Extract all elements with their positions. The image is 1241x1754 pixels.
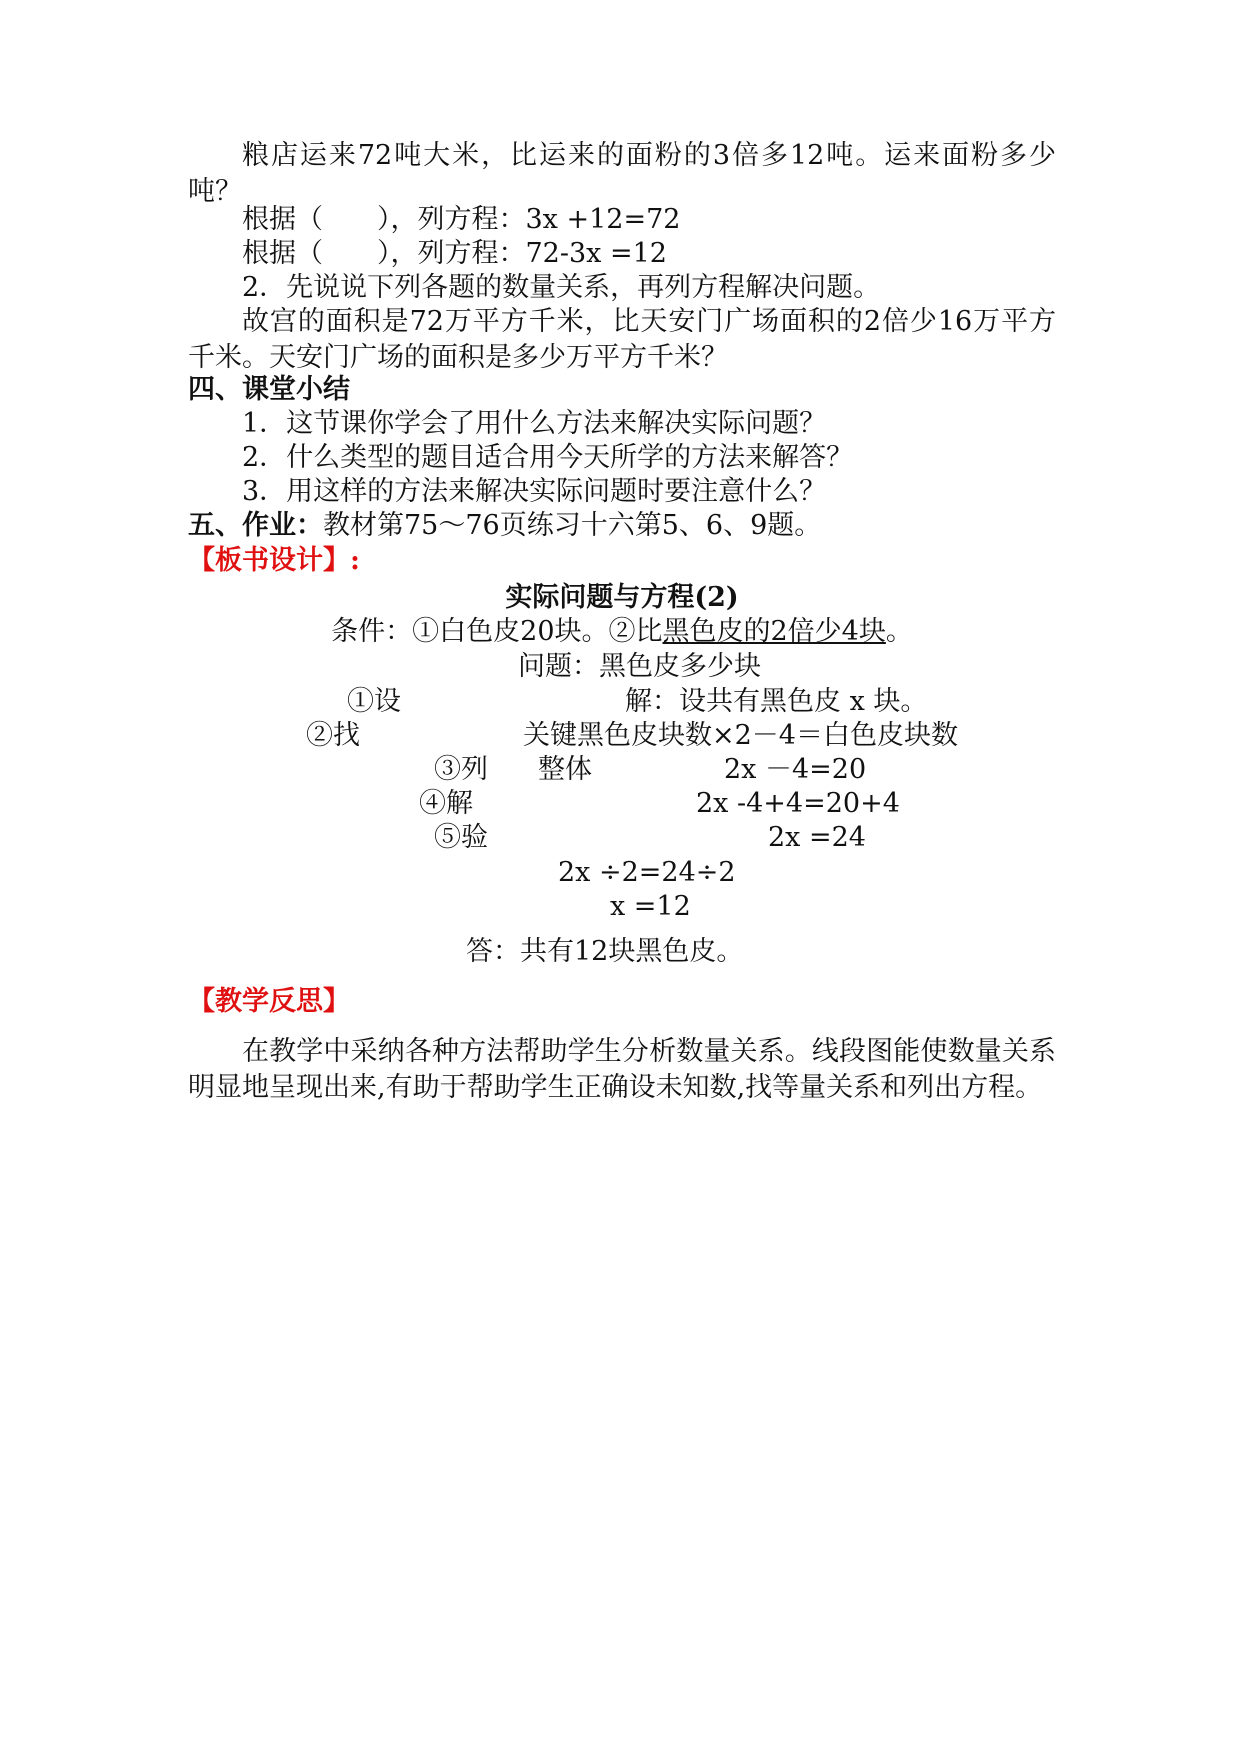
line-equation-1: 根据（ ），列方程：3x +12=72 [242, 204, 681, 235]
section-heading-summary: 四、课堂小结 [188, 374, 350, 405]
step-find-relation: 关键黑色皮块数×2－4＝白色皮块数 [523, 720, 958, 751]
step-write: ③列 [434, 754, 488, 785]
reflection-paragraph: 在教学中采纳各种方法帮助学生分析数量关系。线段图能使数量关系明显地呈现出来,有助于帮助学生正确设未知数,找等量关系和列出方程。 [188, 1036, 1056, 1103]
step-check: ⑤验 [434, 822, 488, 853]
step-solve: ④解 [419, 788, 473, 819]
equation-step-2: 2x -4+4=20+4 [696, 788, 900, 819]
equation-step-3: 2x =24 [768, 822, 866, 853]
board-title: 实际问题与方程(2) [505, 582, 739, 613]
step-write-whole: 整体 [538, 754, 592, 785]
line-equation-2: 根据（ ），列方程：72-3x =12 [242, 238, 667, 269]
section-heading-homework: 五、作业： [188, 510, 323, 541]
summary-question-1: 1．这节课你学会了用什么方法来解决实际问题？ [242, 408, 827, 439]
step-set: ①设 [347, 686, 401, 717]
board-question: 问题：黑色皮多少块 [518, 651, 761, 682]
board-condition [188, 614, 1056, 650]
paragraph-palace-problem: 故宫的面积是72万平方千米，比天安门广场面积的2倍少16万平方千米。天安门广场的面积是多少万平方千米？ [188, 306, 1056, 373]
step-find: ②找 [306, 720, 360, 751]
line-instruction-2: 2．先说说下列各题的数量关系，再列方程解决问题。 [242, 272, 881, 303]
condition-text: 条件：①白色皮20块。②比 [331, 616, 663, 647]
reflection-heading: 【教学反思】 [188, 986, 350, 1017]
condition-underlined: 黑色皮的2倍少4块 [662, 616, 886, 647]
board-answer: 答：共有12块黑色皮。 [466, 936, 744, 967]
homework-text: 教材第75～76页练习十六第5、6、9题。 [323, 510, 822, 541]
condition-end: 。 [885, 616, 913, 647]
equation-step-5: x =12 [610, 891, 691, 922]
equation-step-1: 2x －4=20 [724, 754, 867, 785]
summary-question-2: 2．什么类型的题目适合用今天所学的方法来解答？ [242, 442, 854, 473]
homework-line [188, 508, 821, 544]
summary-question-3: 3．用这样的方法来解决实际问题时要注意什么？ [242, 476, 827, 507]
step-set-solution: 解：设共有黑色皮 x 块。 [625, 686, 928, 717]
paragraph-rice-problem: 粮店运来72吨大米，比运来的面粉的3倍多12吨。运来面粉多少吨？ [188, 140, 1056, 207]
equation-step-4: 2x ÷2=24÷2 [558, 857, 736, 888]
board-design-heading: 【板书设计】: [188, 545, 360, 576]
